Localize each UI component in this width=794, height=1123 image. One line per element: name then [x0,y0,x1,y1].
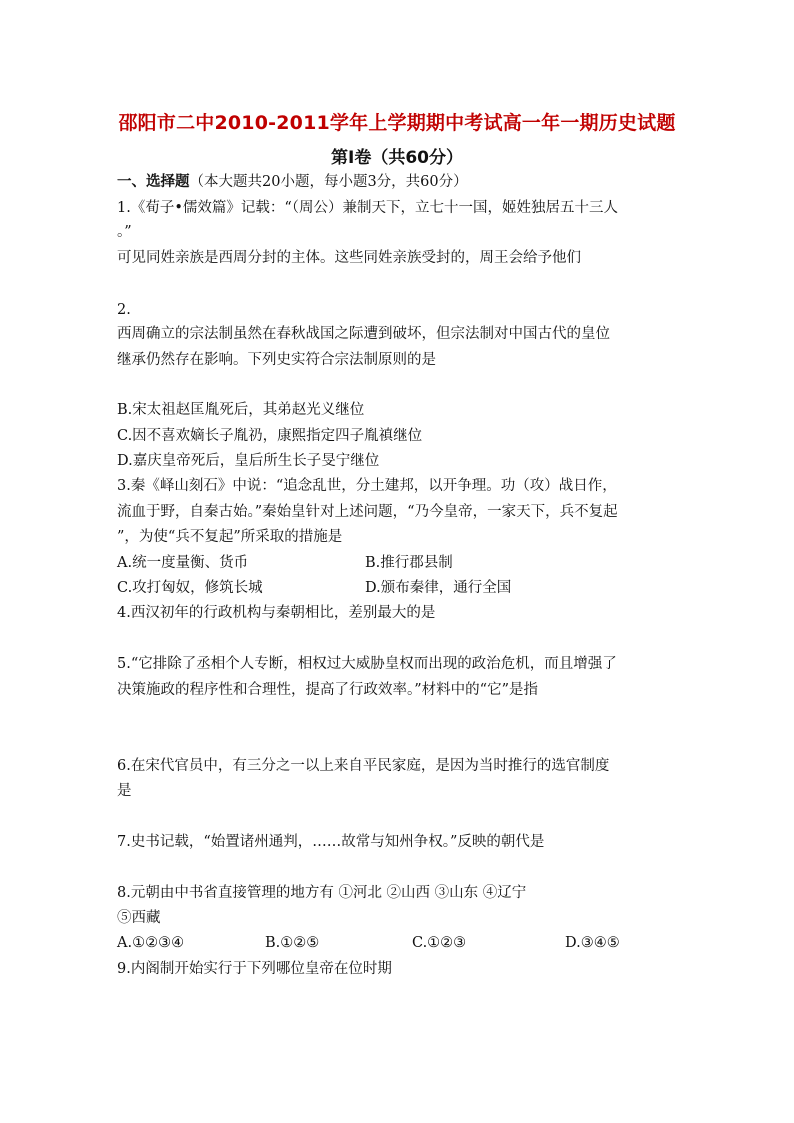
question-9: 9.内阁制开始实行于下列哪位皇帝在位时期 [117,961,392,977]
question-3-line-3: ”，为使“兵不复起”所采取的措施是 [117,529,343,545]
question-2-number: 2. [117,302,131,318]
question-1-line-3: 可见同姓亲族是西周分封的主体。这些同姓亲族受封的，周王会给予他们 [117,250,581,266]
question-5-line-1: 5.“它排除了丞相个人专断，相权过大威胁皇权而出现的政治危机，而且增强了 [117,656,617,672]
question-3-line-2: 流血于野，自秦古始。”秦始皇针对上述问题，“乃今皇帝，一家天下，兵不复起 [117,504,618,520]
question-8-line-2: ⑤西藏 [117,910,161,926]
question-3-option-b: B.推行郡县制 [365,555,453,571]
question-8-option-c: C.①②③ [412,935,467,951]
question-8-line-1: 8.元朝由中书省直接管理的地方有 ①河北 ②山西 ③山东 ④辽宁 [117,885,527,901]
question-3-option-c: C.攻打匈奴，修筑长城 [117,580,263,596]
question-6-line-2: 是 [117,783,132,799]
section-header [117,172,468,192]
question-3-line-1: 3.秦《峄山刻石》中说：“追念乱世，分土建邦，以开争理。功（攻）战日作， [117,478,617,494]
question-2-line-2: 继承仍然存在影响。下列史实符合宗法制原则的是 [117,352,436,368]
question-6-line-1: 6.在宋代官员中，有三分之一以上来自平民家庭，是因为当时推行的选官制度 [117,758,610,774]
question-1-line-2: 。” [117,224,132,240]
question-8-option-d: D.③④⑤ [565,935,620,951]
question-2-option-c: C.因不喜欢嫡长子胤礽，康熙指定四子胤禛继位 [117,428,423,444]
question-2-option-d: D.嘉庆皇帝死后，皇后所生长子旻宁继位 [117,453,380,469]
document-title: 邵阳市二中2010-2011学年上学期期中考试高一年一期历史试题 [118,112,676,134]
question-1-line-1: 1.《荀子•儒效篇》记载：“（周公）兼制天下，立七十一国，姬姓独居五十三人 [117,200,619,216]
question-2-line-1: 西周确立的宗法制虽然在春秋战国之际遭到破坏，但宗法制对中国古代的皇位 [117,326,610,342]
section-note: （本大题共20小题，每小题3分，共60分） [189,174,468,190]
question-7: 7.史书记载，“始置诸州通判，……故常与知州争权。”反映的朝代是 [117,834,545,850]
question-8-option-b: B.①②⑤ [265,935,320,951]
question-2-option-b: B.宋太祖赵匡胤死后，其弟赵光义继位 [117,402,365,418]
question-3-option-d: D.颁布秦律，通行全国 [365,580,512,596]
question-5-line-2: 决策施政的程序性和合理性，提高了行政效率。”材料中的“它”是指 [117,682,538,698]
question-8-option-a: A.①②③④ [117,935,185,951]
document-subtitle: 第Ⅰ卷（共60分） [331,148,463,168]
question-4: 4.西汉初年的行政机构与秦朝相比，差别最大的是 [117,605,436,621]
section-heading: 一、选择题 [117,173,190,190]
question-3-option-a: A.统一度量衡、货币 [117,555,249,571]
